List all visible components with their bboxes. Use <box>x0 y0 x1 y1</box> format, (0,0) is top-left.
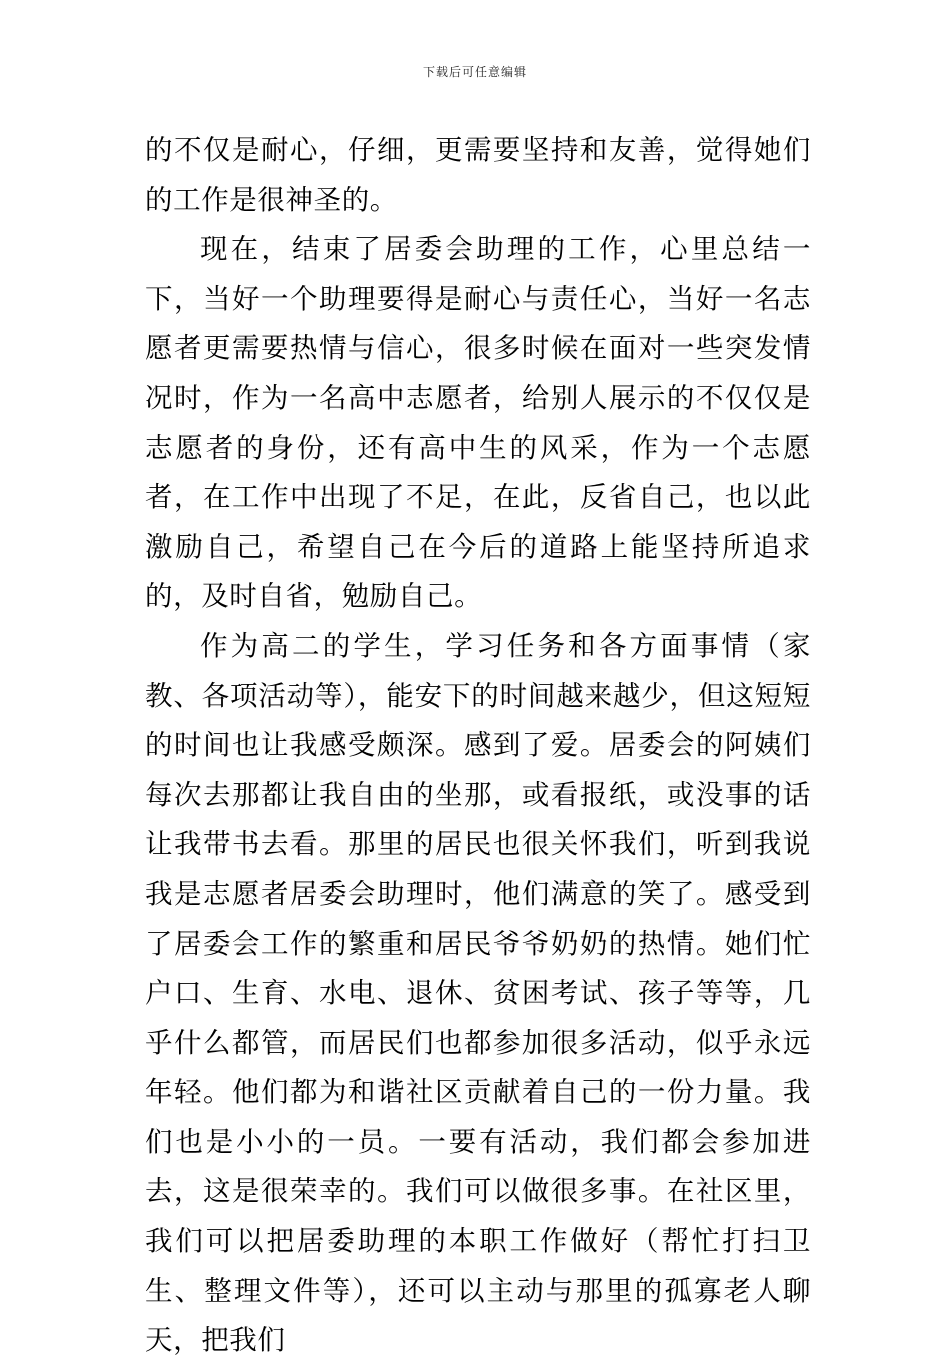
header-note: 下载后可任意编辑 <box>422 65 527 79</box>
paragraph-continuation: 的不仅是耐心，仔细，更需要坚持和友善，觉得她们的工作是很神圣的。 <box>145 134 811 216</box>
paragraph-summary: 现在，结束了居委会助理的工作，心里总结一下，当好一个助理要得是耐心与责任心，当好一名志愿者更需要热情与信心，很多时候在面对一些突发情况时，作为一名高中志愿者，给别人展示的不仅仅是志愿者的身份，还有高中生的风采，作为一个志愿者，在工作中出现了不足，在此，反省自己，也以此激励自己，希望自己在今后的道路上能坚持所追求的，及时自省，勉励自己。 <box>145 233 811 613</box>
paragraph-experience: 作为高二的学生，学习任务和各方面事情（家教、各项活动等），能安下的时间越来越少，但这短短的时间也让我感受颇深。感到了爱。居委会的阿姨们每次去那都让我自由的坐那，或看报纸，或没事的话让我带书去看。那里的居民也很关怀我们，听到我说我是志愿者居委会助理时，他们满意的笑了。感受到了居委会工作的繁重和居民爷爷奶奶的热情。她们忙户口、生育、水电、退休、贫困考试、孩子等等，几乎什么都管，而居民们也都参加很多活动，似乎永远年轻。他们都为和谐社区贡献着自己的一份力量。我们也是小小的一员。一要有活动，我们都会参加进去，这是很荣幸的。我们可以做很多事。在社区里，我们可以把居委助理的本职工作做好（帮忙打扫卫生、整理文件等），还可以主动与那里的孤寡老人聊天，把我们 <box>145 629 811 1357</box>
body-text <box>145 126 811 1366</box>
